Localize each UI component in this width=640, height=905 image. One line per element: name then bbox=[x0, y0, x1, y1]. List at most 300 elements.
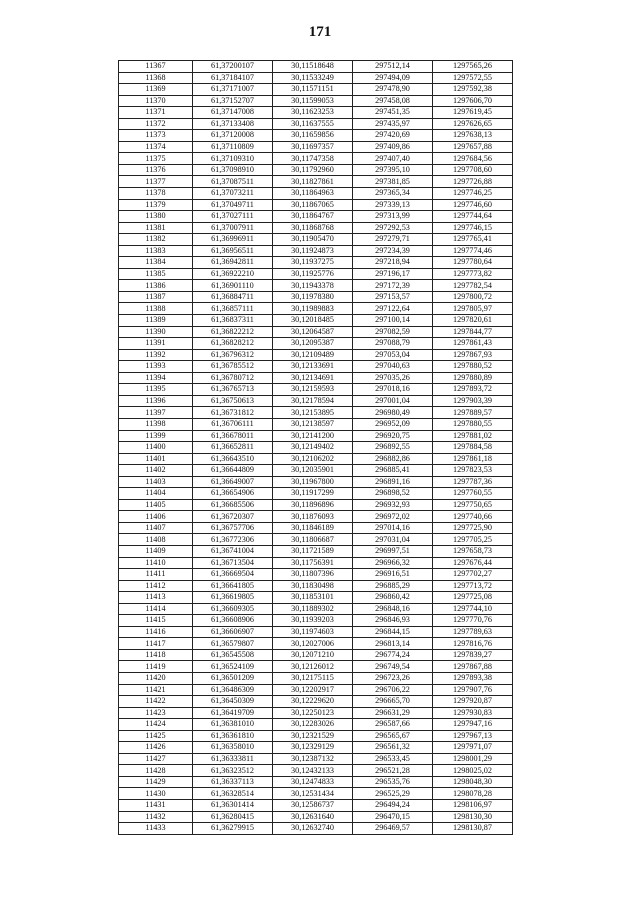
table-row bbox=[119, 522, 513, 534]
x-coordinate-cell: 297040,63 bbox=[353, 361, 433, 373]
longitude-cell: 30,11967800 bbox=[273, 476, 353, 488]
longitude-cell: 30,11924873 bbox=[273, 245, 353, 257]
point-number-cell: 11414 bbox=[119, 603, 193, 615]
longitude-cell: 30,12064587 bbox=[273, 326, 353, 338]
point-number-cell: 11399 bbox=[119, 430, 193, 442]
x-coordinate-cell: 296469,57 bbox=[353, 823, 433, 835]
x-coordinate-cell: 296997,51 bbox=[353, 545, 433, 557]
point-number-cell: 11408 bbox=[119, 534, 193, 546]
x-coordinate-cell: 296932,93 bbox=[353, 499, 433, 511]
y-coordinate-cell: 1297765,41 bbox=[433, 234, 513, 246]
table-row bbox=[119, 245, 513, 257]
latitude-cell: 61,36765713 bbox=[193, 384, 273, 396]
y-coordinate-cell: 1297684,56 bbox=[433, 153, 513, 165]
point-number-cell: 11430 bbox=[119, 788, 193, 800]
table-row bbox=[119, 372, 513, 384]
longitude-cell: 30,12133691 bbox=[273, 361, 353, 373]
longitude-cell: 30,11846189 bbox=[273, 522, 353, 534]
latitude-cell: 61,36649007 bbox=[193, 476, 273, 488]
table-row bbox=[119, 176, 513, 188]
latitude-cell: 61,36643510 bbox=[193, 453, 273, 465]
point-number-cell: 11428 bbox=[119, 765, 193, 777]
longitude-cell: 30,11896896 bbox=[273, 499, 353, 511]
y-coordinate-cell: 1297780,64 bbox=[433, 257, 513, 269]
point-number-cell: 11417 bbox=[119, 638, 193, 650]
point-number-cell: 11377 bbox=[119, 176, 193, 188]
x-coordinate-cell: 297407,40 bbox=[353, 153, 433, 165]
latitude-cell: 61,36669504 bbox=[193, 569, 273, 581]
longitude-cell: 30,12202917 bbox=[273, 684, 353, 696]
x-coordinate-cell: 297365,34 bbox=[353, 188, 433, 200]
table-row bbox=[119, 326, 513, 338]
x-coordinate-cell: 297512,14 bbox=[353, 61, 433, 73]
latitude-cell: 61,36796312 bbox=[193, 349, 273, 361]
point-number-cell: 11421 bbox=[119, 684, 193, 696]
latitude-cell: 61,36822212 bbox=[193, 326, 273, 338]
y-coordinate-cell: 1297787,36 bbox=[433, 476, 513, 488]
x-coordinate-cell: 297196,17 bbox=[353, 268, 433, 280]
x-coordinate-cell: 297234,39 bbox=[353, 245, 433, 257]
latitude-cell: 61,36706111 bbox=[193, 418, 273, 430]
point-number-cell: 11397 bbox=[119, 407, 193, 419]
table-row bbox=[119, 684, 513, 696]
table-row bbox=[119, 776, 513, 788]
longitude-cell: 30,11853101 bbox=[273, 592, 353, 604]
y-coordinate-cell: 1297789,63 bbox=[433, 626, 513, 638]
latitude-cell: 61,37147008 bbox=[193, 107, 273, 119]
longitude-cell: 30,11917299 bbox=[273, 488, 353, 500]
latitude-cell: 61,37200107 bbox=[193, 61, 273, 73]
y-coordinate-cell: 1298001,29 bbox=[433, 753, 513, 765]
y-coordinate-cell: 1297773,82 bbox=[433, 268, 513, 280]
table-row bbox=[119, 661, 513, 673]
x-coordinate-cell: 297122,64 bbox=[353, 303, 433, 315]
point-number-cell: 11410 bbox=[119, 557, 193, 569]
x-coordinate-cell: 296749,54 bbox=[353, 661, 433, 673]
table-row bbox=[119, 649, 513, 661]
latitude-cell: 61,36609305 bbox=[193, 603, 273, 615]
longitude-cell: 30,11599053 bbox=[273, 95, 353, 107]
x-coordinate-cell: 296521,28 bbox=[353, 765, 433, 777]
point-number-cell: 11429 bbox=[119, 776, 193, 788]
latitude-cell: 61,36837311 bbox=[193, 315, 273, 327]
longitude-cell: 30,11721589 bbox=[273, 545, 353, 557]
point-number-cell: 11401 bbox=[119, 453, 193, 465]
table-row bbox=[119, 430, 513, 442]
latitude-cell: 61,37120008 bbox=[193, 130, 273, 142]
latitude-cell: 61,36772306 bbox=[193, 534, 273, 546]
x-coordinate-cell: 296846,93 bbox=[353, 615, 433, 627]
y-coordinate-cell: 1297565,26 bbox=[433, 61, 513, 73]
point-number-cell: 11416 bbox=[119, 626, 193, 638]
y-coordinate-cell: 1297880,52 bbox=[433, 361, 513, 373]
x-coordinate-cell: 296892,55 bbox=[353, 442, 433, 454]
longitude-cell: 30,11807396 bbox=[273, 569, 353, 581]
x-coordinate-cell: 296952,09 bbox=[353, 418, 433, 430]
table-row bbox=[119, 95, 513, 107]
longitude-cell: 30,11697357 bbox=[273, 141, 353, 153]
y-coordinate-cell: 1297592,38 bbox=[433, 84, 513, 96]
latitude-cell: 61,37098910 bbox=[193, 164, 273, 176]
table-row bbox=[119, 707, 513, 719]
table-row bbox=[119, 765, 513, 777]
longitude-cell: 30,11943378 bbox=[273, 280, 353, 292]
longitude-cell: 30,12387132 bbox=[273, 753, 353, 765]
x-coordinate-cell: 297082,59 bbox=[353, 326, 433, 338]
longitude-cell: 30,12586737 bbox=[273, 800, 353, 812]
y-coordinate-cell: 1297884,58 bbox=[433, 442, 513, 454]
longitude-cell: 30,11659856 bbox=[273, 130, 353, 142]
longitude-cell: 30,11806687 bbox=[273, 534, 353, 546]
x-coordinate-cell: 296706,22 bbox=[353, 684, 433, 696]
longitude-cell: 30,11571151 bbox=[273, 84, 353, 96]
latitude-cell: 61,36654906 bbox=[193, 488, 273, 500]
point-number-cell: 11374 bbox=[119, 141, 193, 153]
table-row bbox=[119, 672, 513, 684]
table-row bbox=[119, 268, 513, 280]
x-coordinate-cell: 297153,57 bbox=[353, 291, 433, 303]
x-coordinate-cell: 296916,51 bbox=[353, 569, 433, 581]
point-number-cell: 11381 bbox=[119, 222, 193, 234]
point-number-cell: 11409 bbox=[119, 545, 193, 557]
table-row bbox=[119, 315, 513, 327]
y-coordinate-cell: 1297816,76 bbox=[433, 638, 513, 650]
y-coordinate-cell: 1297708,60 bbox=[433, 164, 513, 176]
latitude-cell: 61,36780712 bbox=[193, 372, 273, 384]
table-row bbox=[119, 742, 513, 754]
latitude-cell: 61,36828212 bbox=[193, 338, 273, 350]
x-coordinate-cell: 296885,41 bbox=[353, 465, 433, 477]
longitude-cell: 30,12229620 bbox=[273, 696, 353, 708]
latitude-cell: 61,36333811 bbox=[193, 753, 273, 765]
table-row bbox=[119, 164, 513, 176]
latitude-cell: 61,37110809 bbox=[193, 141, 273, 153]
x-coordinate-cell: 296525,29 bbox=[353, 788, 433, 800]
point-number-cell: 11390 bbox=[119, 326, 193, 338]
table-row bbox=[119, 211, 513, 223]
longitude-cell: 30,11830498 bbox=[273, 580, 353, 592]
latitude-cell: 61,36328514 bbox=[193, 788, 273, 800]
point-number-cell: 11380 bbox=[119, 211, 193, 223]
longitude-cell: 30,11974603 bbox=[273, 626, 353, 638]
latitude-cell: 61,36381010 bbox=[193, 719, 273, 731]
table-row bbox=[119, 84, 513, 96]
latitude-cell: 61,36785512 bbox=[193, 361, 273, 373]
table-row bbox=[119, 291, 513, 303]
longitude-cell: 30,11905470 bbox=[273, 234, 353, 246]
point-number-cell: 11376 bbox=[119, 164, 193, 176]
y-coordinate-cell: 1297820,61 bbox=[433, 315, 513, 327]
longitude-cell: 30,12631640 bbox=[273, 811, 353, 823]
x-coordinate-cell: 297088,79 bbox=[353, 338, 433, 350]
longitude-cell: 30,12474833 bbox=[273, 776, 353, 788]
y-coordinate-cell: 1297572,55 bbox=[433, 72, 513, 84]
y-coordinate-cell: 1298130,87 bbox=[433, 823, 513, 835]
longitude-cell: 30,12175115 bbox=[273, 672, 353, 684]
latitude-cell: 61,36579807 bbox=[193, 638, 273, 650]
x-coordinate-cell: 296882,86 bbox=[353, 453, 433, 465]
x-coordinate-cell: 296844,15 bbox=[353, 626, 433, 638]
y-coordinate-cell: 1297638,13 bbox=[433, 130, 513, 142]
table-row bbox=[119, 61, 513, 73]
y-coordinate-cell: 1297750,65 bbox=[433, 499, 513, 511]
y-coordinate-cell: 1297676,44 bbox=[433, 557, 513, 569]
point-number-cell: 11368 bbox=[119, 72, 193, 84]
longitude-cell: 30,12071210 bbox=[273, 649, 353, 661]
longitude-cell: 30,11623253 bbox=[273, 107, 353, 119]
y-coordinate-cell: 1297903,39 bbox=[433, 395, 513, 407]
y-coordinate-cell: 1297867,93 bbox=[433, 349, 513, 361]
latitude-cell: 61,37133408 bbox=[193, 118, 273, 130]
y-coordinate-cell: 1297705,25 bbox=[433, 534, 513, 546]
x-coordinate-cell: 296920,75 bbox=[353, 430, 433, 442]
y-coordinate-cell: 1297619,45 bbox=[433, 107, 513, 119]
latitude-cell: 61,36713504 bbox=[193, 557, 273, 569]
table-row bbox=[119, 361, 513, 373]
latitude-cell: 61,37171007 bbox=[193, 84, 273, 96]
y-coordinate-cell: 1297746,60 bbox=[433, 199, 513, 211]
point-number-cell: 11423 bbox=[119, 707, 193, 719]
point-number-cell: 11379 bbox=[119, 199, 193, 211]
y-coordinate-cell: 1297626,65 bbox=[433, 118, 513, 130]
latitude-cell: 61,36741004 bbox=[193, 545, 273, 557]
y-coordinate-cell: 1297893,38 bbox=[433, 672, 513, 684]
point-number-cell: 11398 bbox=[119, 418, 193, 430]
table-row bbox=[119, 199, 513, 211]
x-coordinate-cell: 296972,02 bbox=[353, 511, 433, 523]
table-row bbox=[119, 153, 513, 165]
latitude-cell: 61,36942811 bbox=[193, 257, 273, 269]
point-number-cell: 11388 bbox=[119, 303, 193, 315]
longitude-cell: 30,12138597 bbox=[273, 418, 353, 430]
y-coordinate-cell: 1298106,97 bbox=[433, 800, 513, 812]
y-coordinate-cell: 1297967,13 bbox=[433, 730, 513, 742]
table-row bbox=[119, 107, 513, 119]
latitude-cell: 61,36641805 bbox=[193, 580, 273, 592]
point-number-cell: 11419 bbox=[119, 661, 193, 673]
longitude-cell: 30,11792960 bbox=[273, 164, 353, 176]
table-row bbox=[119, 118, 513, 130]
y-coordinate-cell: 1297657,88 bbox=[433, 141, 513, 153]
point-number-cell: 11402 bbox=[119, 465, 193, 477]
point-number-cell: 11422 bbox=[119, 696, 193, 708]
x-coordinate-cell: 296860,42 bbox=[353, 592, 433, 604]
x-coordinate-cell: 297458,08 bbox=[353, 95, 433, 107]
longitude-cell: 30,11827861 bbox=[273, 176, 353, 188]
x-coordinate-cell: 297381,85 bbox=[353, 176, 433, 188]
y-coordinate-cell: 1297800,72 bbox=[433, 291, 513, 303]
table-row bbox=[119, 534, 513, 546]
x-coordinate-cell: 297100,14 bbox=[353, 315, 433, 327]
longitude-cell: 30,11533249 bbox=[273, 72, 353, 84]
point-number-cell: 11424 bbox=[119, 719, 193, 731]
longitude-cell: 30,12432133 bbox=[273, 765, 353, 777]
longitude-cell: 30,12283026 bbox=[273, 719, 353, 731]
table-row bbox=[119, 811, 513, 823]
latitude-cell: 61,36501209 bbox=[193, 672, 273, 684]
table-row bbox=[119, 788, 513, 800]
table-row bbox=[119, 188, 513, 200]
x-coordinate-cell: 296848,16 bbox=[353, 603, 433, 615]
y-coordinate-cell: 1297606,70 bbox=[433, 95, 513, 107]
table-row bbox=[119, 442, 513, 454]
y-coordinate-cell: 1297740,66 bbox=[433, 511, 513, 523]
latitude-cell: 61,37184107 bbox=[193, 72, 273, 84]
latitude-cell: 61,36922210 bbox=[193, 268, 273, 280]
point-number-cell: 11395 bbox=[119, 384, 193, 396]
y-coordinate-cell: 1297867,88 bbox=[433, 661, 513, 673]
latitude-cell: 61,37007911 bbox=[193, 222, 273, 234]
latitude-cell: 61,36606907 bbox=[193, 626, 273, 638]
x-coordinate-cell: 296891,16 bbox=[353, 476, 433, 488]
latitude-cell: 61,36361810 bbox=[193, 730, 273, 742]
latitude-cell: 61,36608906 bbox=[193, 615, 273, 627]
y-coordinate-cell: 1297930,83 bbox=[433, 707, 513, 719]
x-coordinate-cell: 296885,29 bbox=[353, 580, 433, 592]
point-number-cell: 11393 bbox=[119, 361, 193, 373]
longitude-cell: 30,12178594 bbox=[273, 395, 353, 407]
point-number-cell: 11425 bbox=[119, 730, 193, 742]
x-coordinate-cell: 297435,97 bbox=[353, 118, 433, 130]
x-coordinate-cell: 297218,94 bbox=[353, 257, 433, 269]
latitude-cell: 61,36358010 bbox=[193, 742, 273, 754]
longitude-cell: 30,11864767 bbox=[273, 211, 353, 223]
table-row bbox=[119, 719, 513, 731]
point-number-cell: 11385 bbox=[119, 268, 193, 280]
table-row bbox=[119, 303, 513, 315]
table-row bbox=[119, 222, 513, 234]
x-coordinate-cell: 297478,90 bbox=[353, 84, 433, 96]
y-coordinate-cell: 1297760,55 bbox=[433, 488, 513, 500]
longitude-cell: 30,12149402 bbox=[273, 442, 353, 454]
y-coordinate-cell: 1297893,72 bbox=[433, 384, 513, 396]
longitude-cell: 30,12095387 bbox=[273, 338, 353, 350]
table-row bbox=[119, 72, 513, 84]
latitude-cell: 61,36685506 bbox=[193, 499, 273, 511]
latitude-cell: 61,36678011 bbox=[193, 430, 273, 442]
latitude-cell: 61,37073211 bbox=[193, 188, 273, 200]
table-row bbox=[119, 476, 513, 488]
y-coordinate-cell: 1297889,57 bbox=[433, 407, 513, 419]
x-coordinate-cell: 296813,14 bbox=[353, 638, 433, 650]
latitude-cell: 61,36280415 bbox=[193, 811, 273, 823]
latitude-cell: 61,36901110 bbox=[193, 280, 273, 292]
x-coordinate-cell: 296631,29 bbox=[353, 707, 433, 719]
point-number-cell: 11420 bbox=[119, 672, 193, 684]
latitude-cell: 61,36757706 bbox=[193, 522, 273, 534]
point-number-cell: 11432 bbox=[119, 811, 193, 823]
x-coordinate-cell: 297313,99 bbox=[353, 211, 433, 223]
x-coordinate-cell: 297395,10 bbox=[353, 164, 433, 176]
y-coordinate-cell: 1297702,27 bbox=[433, 569, 513, 581]
point-number-cell: 11411 bbox=[119, 569, 193, 581]
table-row bbox=[119, 615, 513, 627]
x-coordinate-cell: 297001,04 bbox=[353, 395, 433, 407]
longitude-cell: 30,11867065 bbox=[273, 199, 353, 211]
longitude-cell: 30,12250123 bbox=[273, 707, 353, 719]
longitude-cell: 30,12321529 bbox=[273, 730, 353, 742]
y-coordinate-cell: 1297744,64 bbox=[433, 211, 513, 223]
x-coordinate-cell: 296980,49 bbox=[353, 407, 433, 419]
longitude-cell: 30,11756391 bbox=[273, 557, 353, 569]
x-coordinate-cell: 296898,52 bbox=[353, 488, 433, 500]
table-row bbox=[119, 395, 513, 407]
point-number-cell: 11415 bbox=[119, 615, 193, 627]
point-number-cell: 11400 bbox=[119, 442, 193, 454]
longitude-cell: 30,12106202 bbox=[273, 453, 353, 465]
latitude-cell: 61,36652811 bbox=[193, 442, 273, 454]
x-coordinate-cell: 297409,86 bbox=[353, 141, 433, 153]
x-coordinate-cell: 296533,45 bbox=[353, 753, 433, 765]
y-coordinate-cell: 1297805,97 bbox=[433, 303, 513, 315]
longitude-cell: 30,11518648 bbox=[273, 61, 353, 73]
point-number-cell: 11391 bbox=[119, 338, 193, 350]
longitude-cell: 30,12159593 bbox=[273, 384, 353, 396]
latitude-cell: 61,36279915 bbox=[193, 823, 273, 835]
point-number-cell: 11427 bbox=[119, 753, 193, 765]
y-coordinate-cell: 1297774,46 bbox=[433, 245, 513, 257]
y-coordinate-cell: 1298130,30 bbox=[433, 811, 513, 823]
y-coordinate-cell: 1297823,53 bbox=[433, 465, 513, 477]
table-row bbox=[119, 338, 513, 350]
x-coordinate-cell: 296565,67 bbox=[353, 730, 433, 742]
x-coordinate-cell: 297494,09 bbox=[353, 72, 433, 84]
y-coordinate-cell: 1297746,15 bbox=[433, 222, 513, 234]
point-number-cell: 11412 bbox=[119, 580, 193, 592]
y-coordinate-cell: 1297726,88 bbox=[433, 176, 513, 188]
latitude-cell: 61,37152707 bbox=[193, 95, 273, 107]
point-number-cell: 11407 bbox=[119, 522, 193, 534]
table-row bbox=[119, 130, 513, 142]
latitude-cell: 61,36486309 bbox=[193, 684, 273, 696]
point-number-cell: 11371 bbox=[119, 107, 193, 119]
longitude-cell: 30,12134691 bbox=[273, 372, 353, 384]
longitude-cell: 30,11925776 bbox=[273, 268, 353, 280]
y-coordinate-cell: 1297658,73 bbox=[433, 545, 513, 557]
x-coordinate-cell: 296774,24 bbox=[353, 649, 433, 661]
point-number-cell: 11413 bbox=[119, 592, 193, 604]
table-row bbox=[119, 580, 513, 592]
point-number-cell: 11392 bbox=[119, 349, 193, 361]
point-number-cell: 11426 bbox=[119, 742, 193, 754]
y-coordinate-cell: 1297947,16 bbox=[433, 719, 513, 731]
coordinates-table bbox=[118, 60, 513, 835]
point-number-cell: 11396 bbox=[119, 395, 193, 407]
x-coordinate-cell: 296535,76 bbox=[353, 776, 433, 788]
table-row bbox=[119, 753, 513, 765]
latitude-cell: 61,36337113 bbox=[193, 776, 273, 788]
point-number-cell: 11367 bbox=[119, 61, 193, 73]
x-coordinate-cell: 297018,16 bbox=[353, 384, 433, 396]
x-coordinate-cell: 297172,39 bbox=[353, 280, 433, 292]
x-coordinate-cell: 296587,66 bbox=[353, 719, 433, 731]
table-row bbox=[119, 638, 513, 650]
y-coordinate-cell: 1297971,07 bbox=[433, 742, 513, 754]
longitude-cell: 30,11864963 bbox=[273, 188, 353, 200]
table-row bbox=[119, 234, 513, 246]
latitude-cell: 61,36323512 bbox=[193, 765, 273, 777]
y-coordinate-cell: 1297839,27 bbox=[433, 649, 513, 661]
table-row bbox=[119, 730, 513, 742]
point-number-cell: 11375 bbox=[119, 153, 193, 165]
latitude-cell: 61,36619805 bbox=[193, 592, 273, 604]
x-coordinate-cell: 297035,26 bbox=[353, 372, 433, 384]
x-coordinate-cell: 297339,13 bbox=[353, 199, 433, 211]
x-coordinate-cell: 297031,04 bbox=[353, 534, 433, 546]
x-coordinate-cell: 297451,35 bbox=[353, 107, 433, 119]
x-coordinate-cell: 296665,70 bbox=[353, 696, 433, 708]
x-coordinate-cell: 296470,15 bbox=[353, 811, 433, 823]
